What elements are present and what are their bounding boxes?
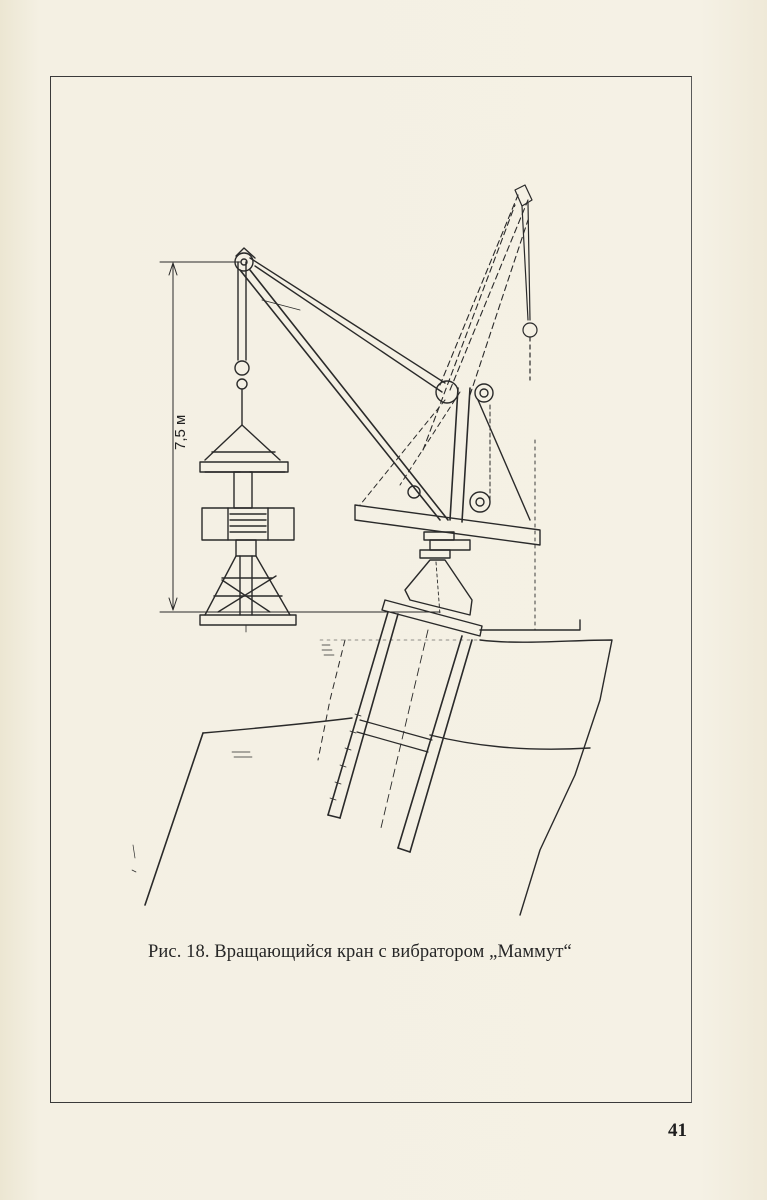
dimension-label: 7,5 м xyxy=(172,414,189,450)
dimension-line xyxy=(160,262,440,612)
raised-boom xyxy=(423,195,528,450)
page-number: 41 xyxy=(668,1120,687,1141)
vibrator-assembly xyxy=(200,262,296,632)
ground-outline xyxy=(145,620,612,915)
ground-marks xyxy=(132,645,334,872)
pile-casing xyxy=(318,612,472,852)
crane-mast xyxy=(355,381,540,630)
crane-boom xyxy=(235,248,448,520)
boom-tip xyxy=(515,185,537,380)
figure-caption: Рис. 18. Вращающийся кран с вибратором „Маммут“ xyxy=(148,942,572,962)
